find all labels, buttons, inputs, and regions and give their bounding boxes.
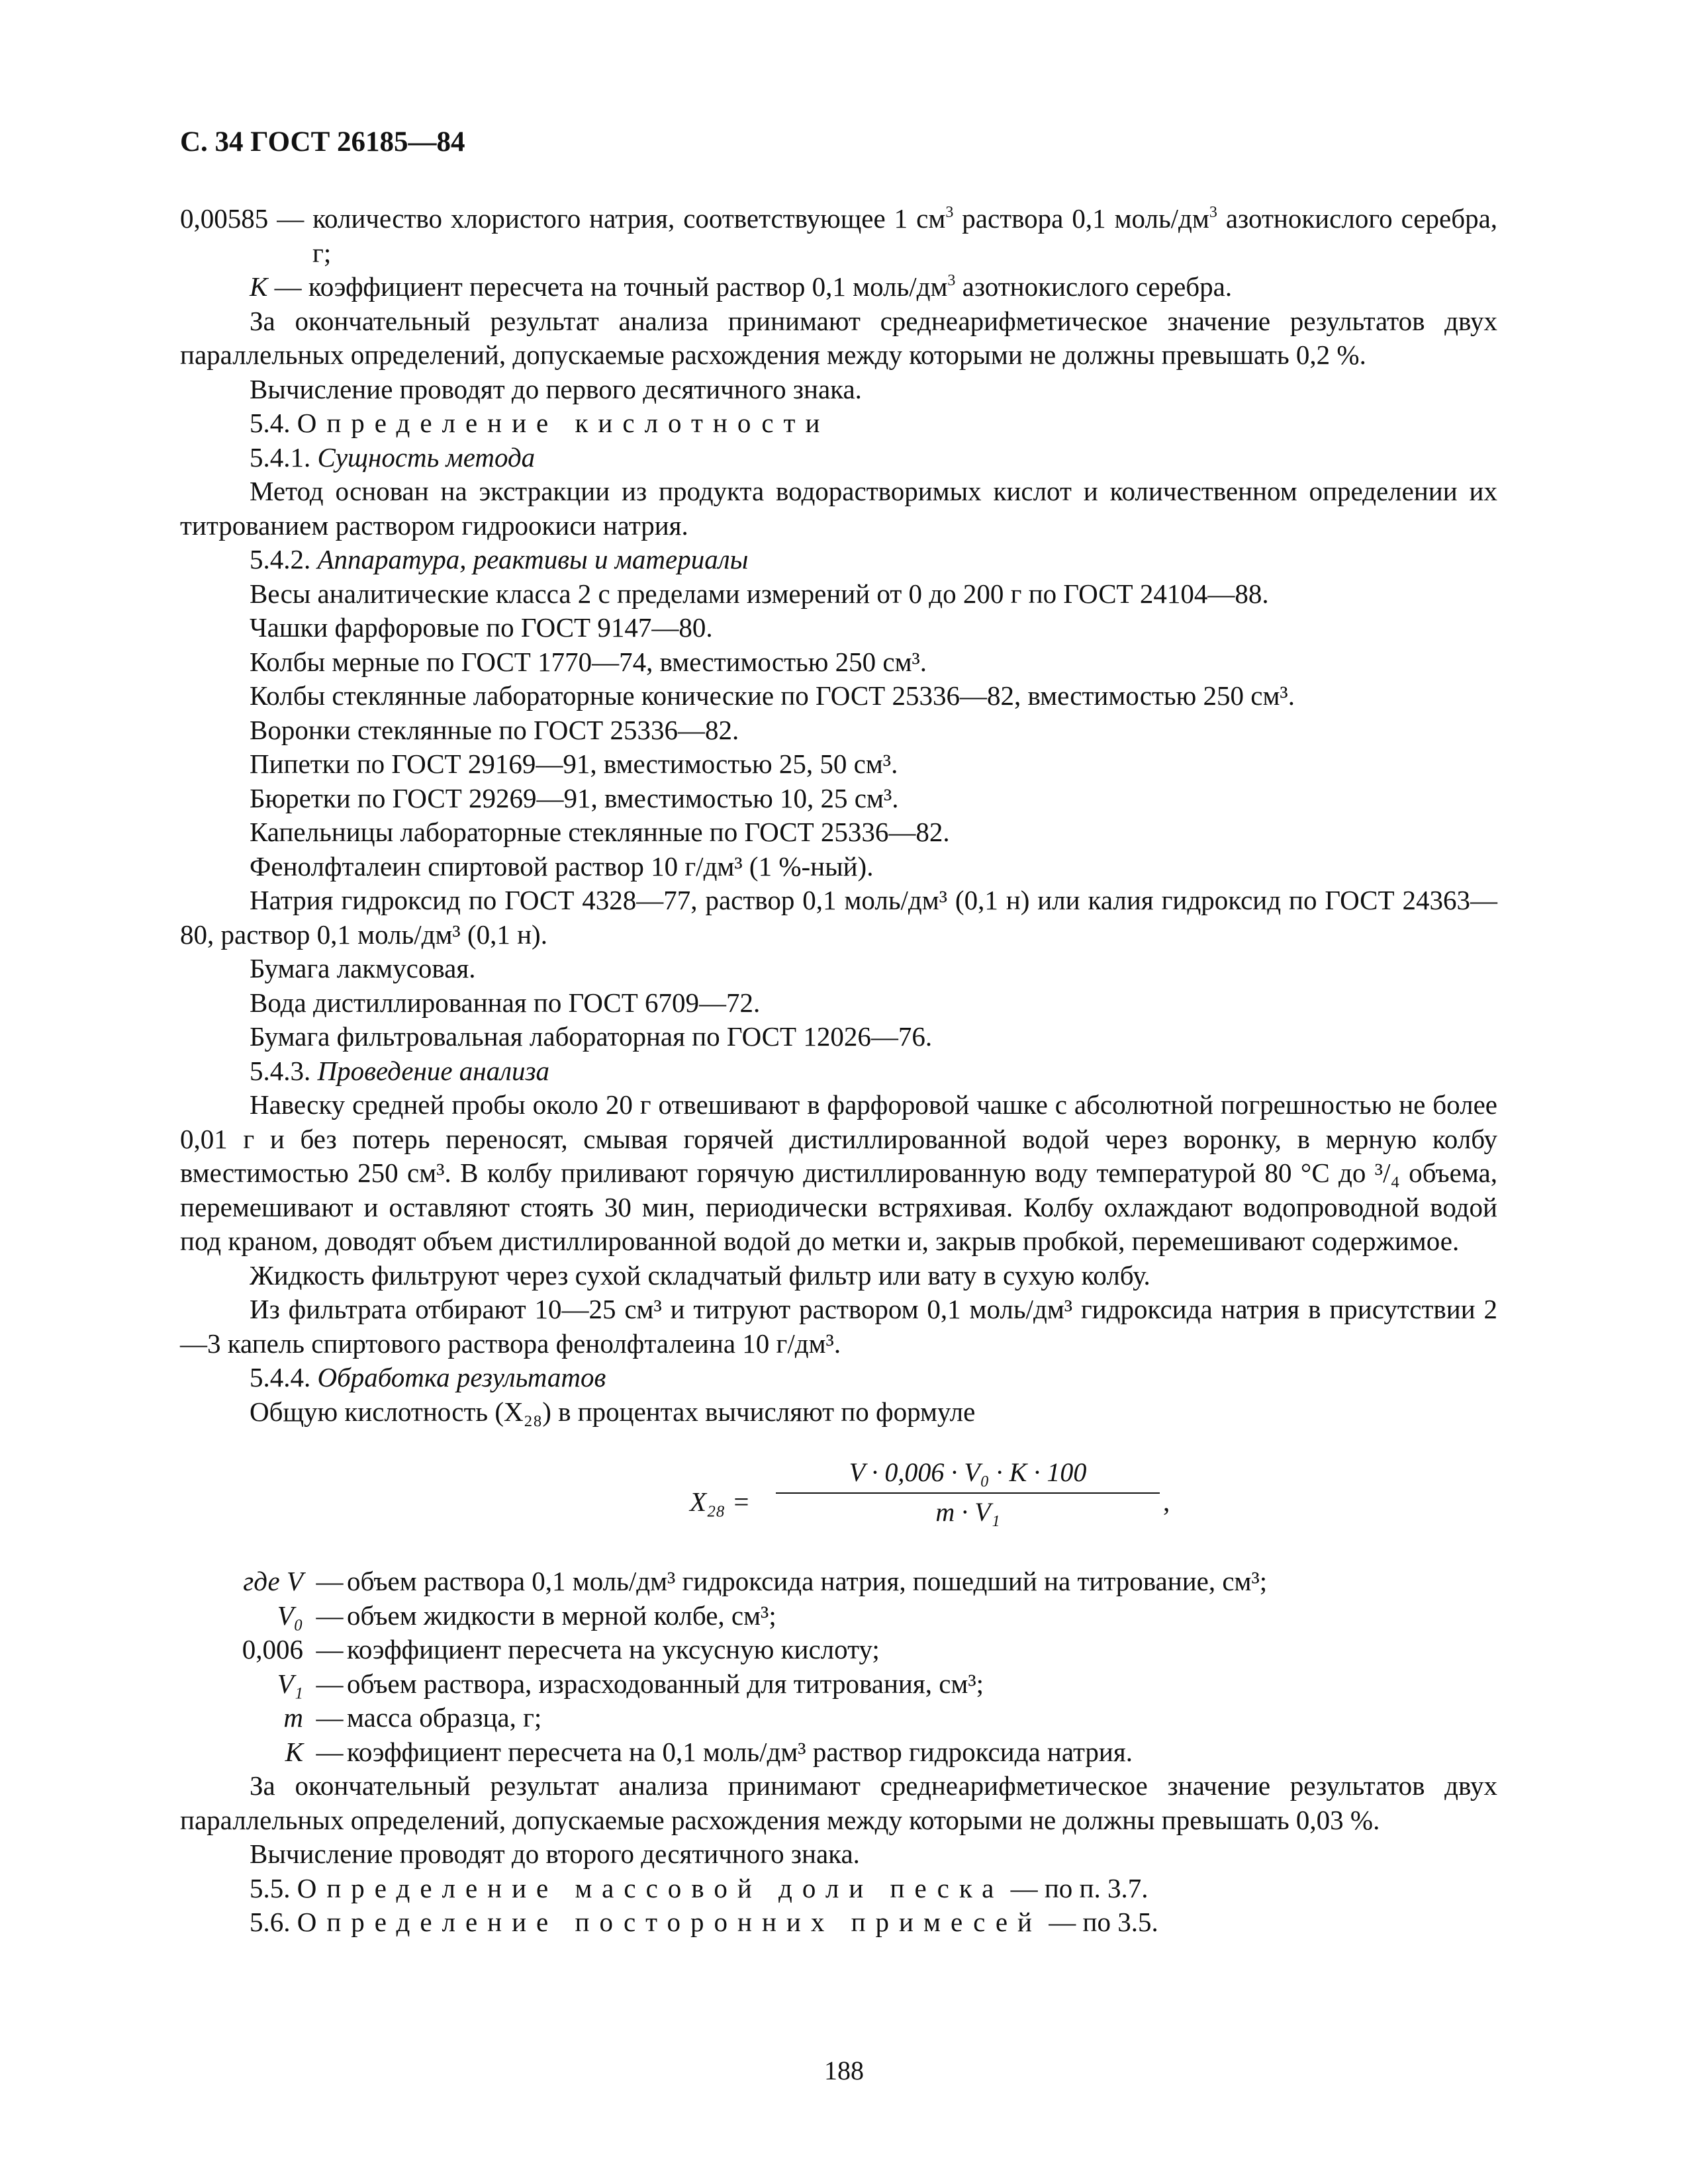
paragraph-formula-intro: Общую кислотность (X₂₈) в процентах вычисляют по формуле [250,1396,976,1427]
where-dash: — [316,1600,344,1631]
where-description: объем раствора, израсходованный для титрования, см³; [347,1668,984,1699]
formula-comma: , [1163,1486,1170,1517]
equipment-item: Пипетки по ГОСТ 29169—91, вместимостью 25, 50 см³. [250,749,898,779]
where-description: коэффициент пересчета на 0,1 моль/дм³ раствор гидроксида натрия. [347,1736,1133,1767]
where-row [180,1565,1497,1599]
equipment-item: Бумага лакмусовая. [250,953,476,983]
paragraph-final-result-1: За окончательный результат анализа принимают среднеарифметическое значение результатов двух параллельных определений, допускаемые расхождения между которыми не должны превышать 0,2 %. [180,305,1497,370]
equipment-item: Колбы мерные по ГОСТ 1770—74, вместимостью 250 см³. [250,646,927,677]
definition-0-00585: 0,00585 — количество хлористого натрия, соответствующее 1 $см^3$ раствора 0,1 моль/$дм^3$ азотнокислого серебра, г; [180,203,1498,268]
page-header: С. 34 ГОСТ 26185—84 [180,126,465,158]
where-row [180,1735,1497,1770]
formula-fraction [776,1455,1160,1529]
where-symbol: m [283,1702,303,1733]
page-number: 188 [824,2056,864,2085]
equipment-list [180,577,1497,1054]
formula-denominator: m · V₁ [935,1496,1000,1527]
def-symbol: 0,00585 [180,203,269,234]
where-dash: — [316,1668,344,1699]
section-5-4-1-heading: 5.4.1. Сущность метода [250,441,536,473]
where-symbol: V₀ [277,1600,303,1631]
paragraph-analysis-3: Из фильтрата отбирают 10—25 см³ и титруют раствором 0,1 моль/дм³ гидроксида натрия в присутствии 2—3 капель спиртового раствора фенолфталеина 10 г/дм³. [180,1294,1497,1359]
where-symbol: K [285,1736,303,1767]
where-dash: — [316,1566,344,1596]
section-5-4-4-heading: 5.4.4. Обработка результатов [250,1362,606,1392]
where-row [180,1667,1497,1702]
equipment-item: Воронки стеклянные по ГОСТ 25336—82. [250,714,739,745]
where-dash: — [316,1736,344,1767]
section-5-6-heading: 5.6. Определение посторонних примесей — по 3.5. [250,1907,1158,1937]
where-description: коэффициент пересчета на уксусную кислоту; [347,1634,880,1664]
paragraph-analysis-2: Жидкость фильтруют через сухой складчатый фильтр или вату в сухую колбу. [250,1259,1150,1291]
where-symbol: где V [243,1566,303,1596]
def-symbol: K [250,271,268,302]
where-description: объем жидкости в мерной колбе, см³; [347,1600,776,1631]
where-row [180,1701,1497,1735]
paragraph-analysis-1: Навеску средней пробы около 20 г отвешивают в фарфоровой чашке с абсолютной погрешностью не более 0,01 г и без потерь переносят, смывая горячей дистиллированной водой через воронку, в мерную колбу вместимостью 250 см³. В колбу приливают горячую дистиллированную воду температурой 80 °С до ³/₄ объема, перемешивают и оставляют стоять 30 мин, периодически встряхивая. Колбу охлаждают водопроводной водой под краном, доводят объем дистиллированной водой до метки и, закрыв пробкой, перемешивают содержимое. [180,1089,1497,1256]
equipment-item: Бюретки по ГОСТ 29269—91, вместимостью 10, 25 см³. [250,782,899,813]
where-row [180,1633,1497,1667]
where-dash: — [316,1634,344,1664]
section-5-4-3-heading: 5.4.3. Проведение анализа [250,1055,550,1086]
formula-lhs: X₂₈ = [690,1486,751,1517]
paragraph-calc-1: Вычисление проводят до первого десятичного знака. [250,373,862,404]
formula-x28 [180,1455,1497,1551]
where-dash: — [316,1702,344,1733]
section-5-4-heading: 5.4. Определение кислотности [250,408,830,438]
where-description: масса образца, г; [347,1702,542,1733]
equipment-item: Бумага фильтровальная лабораторная по ГОСТ 12026—76. [250,1021,933,1052]
equipment-item: Чашки фарфоровые по ГОСТ 9147—80. [250,612,713,643]
where-description: объем раствора 0,1 моль/дм³ гидроксида натрия, пошедший на титрование, см³; [347,1566,1268,1596]
document-body [180,202,1497,1940]
definition-k: K — коэффициент пересчета на точный раствор 0,1 моль/$дм^3$ азотнокислого серебра. [250,271,1233,302]
paragraph-method: Метод основан на экстракции из продукта водорастворимых кислот и количественном определении их титрованием раствором гидроокиси натрия. [180,476,1497,541]
equipment-item: Колбы стеклянные лабораторные конические по ГОСТ 25336—82, вместимостью 250 см³. [250,680,1295,711]
section-5-5-heading: 5.5. Определение массовой доли песка — по п. 3.7. [250,1872,1149,1903]
equipment-item: Натрия гидроксид по ГОСТ 4328—77, раствор 0,1 моль/дм³ (0,1 н) или калия гидроксид по ГОСТ 24363—80, раствор 0,1 моль/дм³ (0,1 н). [180,885,1497,950]
paragraph-calc-2: Вычисление проводят до второго десятичного знака. [250,1839,860,1869]
section-5-4-2-heading: 5.4.2. Аппаратура, реактивы и материалы [250,544,749,574]
equipment-item: Весы аналитические класса 2 с пределами измерений от 0 до 200 г по ГОСТ 24104—88. [250,578,1269,609]
equipment-item: Капельницы лабораторные стеклянные по ГОСТ 25336—82. [250,817,950,847]
where-row [180,1599,1497,1633]
where-list [180,1565,1497,1769]
equipment-item: Вода дистиллированная по ГОСТ 6709—72. [250,987,761,1018]
where-symbol: 0,006 [242,1634,303,1664]
where-symbol: V₁ [277,1668,303,1699]
equipment-item: Фенолфталеин спиртовой раствор 10 г/дм³ (1 %-ный). [250,850,874,882]
paragraph-final-result-2: За окончательный результат анализа принимают среднеарифметическое значение результатов двух параллельных определений, допускаемые расхождения между которыми не должны превышать 0,03 %. [180,1770,1497,1835]
formula-numerator: V · 0,006 · V₀ · K · 100 [776,1455,1160,1494]
